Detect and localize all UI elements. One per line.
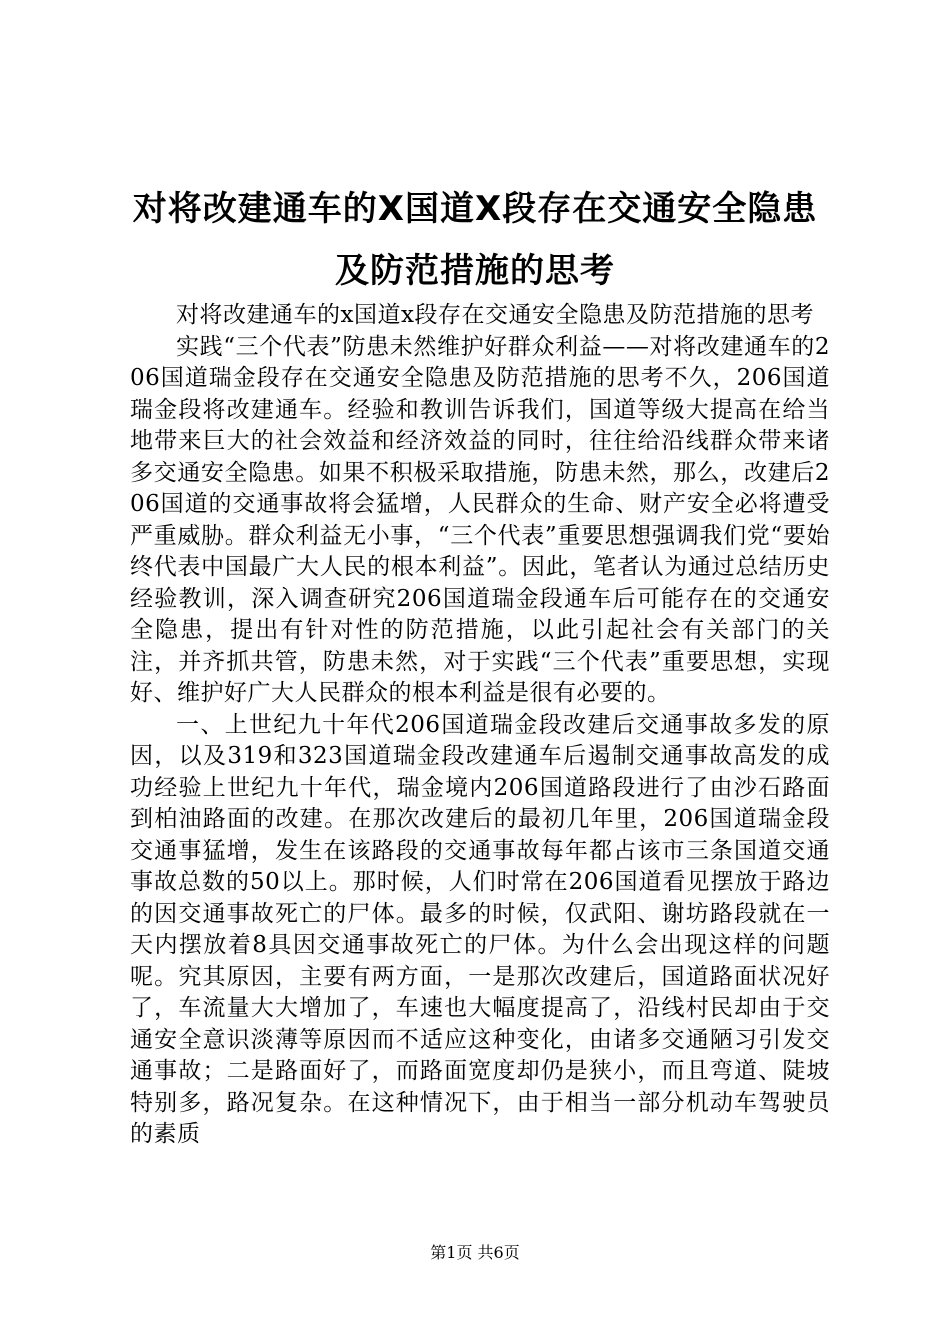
document-body <box>130 300 830 1151</box>
paragraph-subtitle: 对将改建通车的x国道x段存在交通安全隐患及防范措施的思考 <box>176 302 814 328</box>
document-title: 对将改建通车的X国道X段存在交通安全隐患及防范措施的思考 <box>132 189 818 291</box>
paragraph-intro: 实践“三个代表”防患未然维护好群众利益——对将改建通车的206国道瑞金段存在交通安全隐患及防范措施的思考不久，206国道瑞金段将改建通车。经验和教训告诉我们，国道等级大提高在给当地带来巨大的社会效益和经济效益的同时，往往给沿线群众带来诸多交通安全隐患。如果不积极采取措施，防患未然，那么，改建后206国道的交通事故将会猛增，人民群众的生命、财产安全必将遭受严重威胁。群众利益无小事，“三个代表”重要思想强调我们党“要始终代表中国最广大人民的根本利益”。因此，笔者认为通过总结历史经验教训，深入调查研究206国道瑞金段通车后可能存在的交通安全隐患，提出有针对性的防范措施，以此引起社会有关部门的关注，并齐抓共管，防患未然，对于实践“三个代表”重要思想，实现好、维护好广大人民群众的根本利益是很有必要的。 <box>130 333 830 706</box>
paragraph-section-one: 一、上世纪九十年代206国道瑞金段改建后交通事故多发的原因，以及319和323国道瑞金段改建通车后遏制交通事故高发的成功经验上世纪九十年代，瑞金境内206国道路段进行了由沙石路面到柏油路面的改建。在那次改建后的最初几年里，206国道瑞金段交通事猛增，发生在该路段的交通事故每年都占该市三条国道交通事故总数的50以上。那时候，人们时常在206国道看见摆放于路边的因交通事故死亡的尸体。最多的时候，仅武阳、谢坊路段就在一天内摆放着8具因交通事故死亡的尸体。为什么会出现这样的问题呢。究其原因，主要有两方面，一是那次改建后，国道路面状况好了，车流量大大增加了，车速也大幅度提高了，沿线村民却由于交通安全意识淡薄等原因而不适应这种变化，由诸多交通陋习引发交通事故；二是路面好了，而路面宽度却仍是狭小，而且弯道、陡坡特别多，路况复杂。在这种情况下，由于相当一部分机动车驾驶员的素质 <box>130 711 830 1147</box>
page-footer: 第1页 共6页 <box>430 1243 520 1262</box>
